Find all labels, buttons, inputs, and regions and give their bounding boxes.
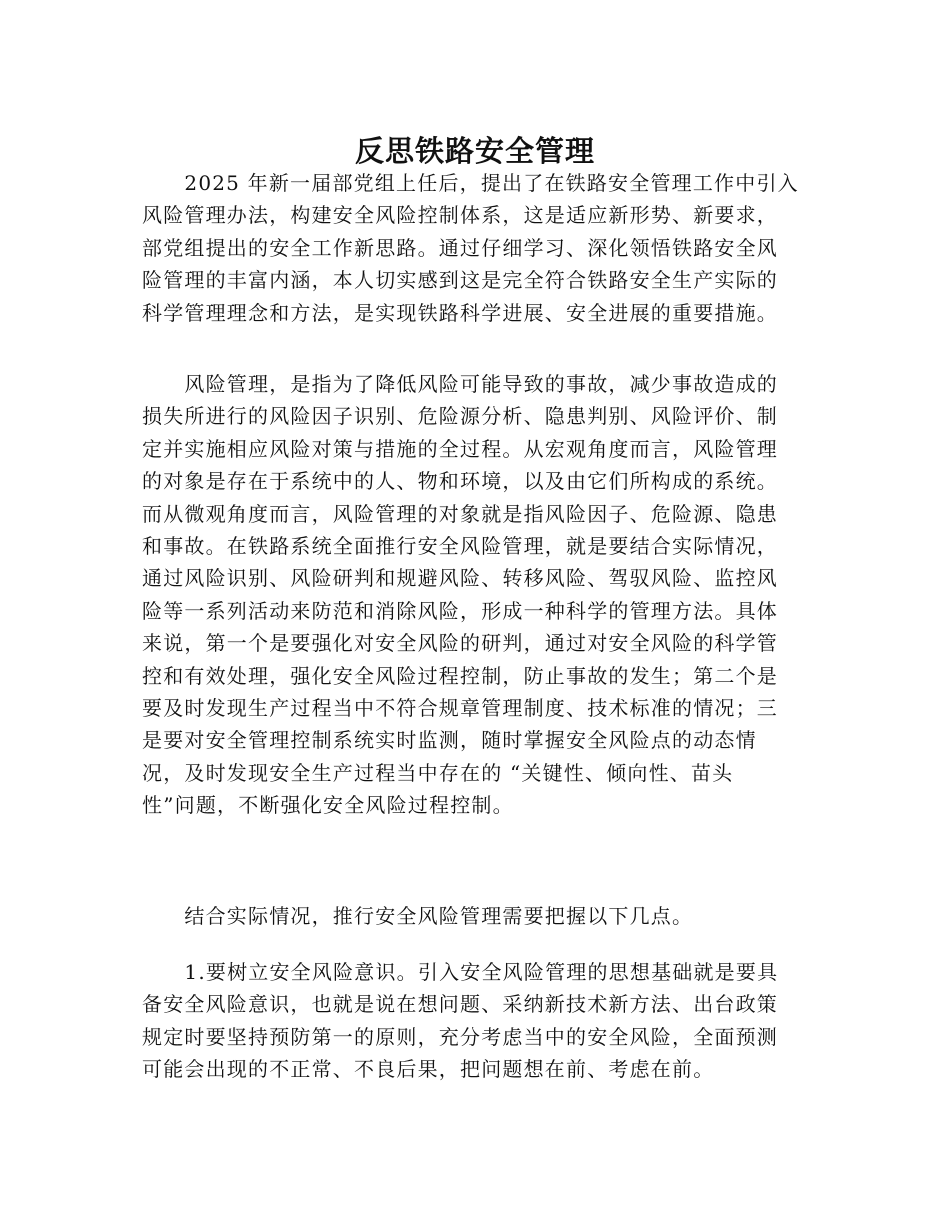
paragraph-line: 2025 年新一届部党组上任后，提出了在铁路安全管理工作中引入 <box>142 171 799 195</box>
paragraph-line: 的对象是存在于系统中的人、物和环境，以及由它们所构成的系统。 <box>142 469 778 494</box>
paragraph-line: 控和有效处理，强化安全风险过程控制，防止事故的发生；第二个是 <box>142 663 778 688</box>
paragraph-line: 规定时要坚持预防第一的原则，充分考虑当中的安全风险，全面预测 <box>142 1024 778 1049</box>
paragraph-4 <box>142 956 810 1086</box>
paragraph-line: 险等一系列活动来防范和消除风险，形成一种科学的管理方法。具体 <box>142 598 778 623</box>
paragraph-line: 是要对安全管理控制系统实时监测，随时掌握安全风险点的动态情 <box>142 728 757 753</box>
paragraph-1 <box>142 167 810 329</box>
paragraph-line: 风险管理办法，构建安全风险控制体系，这是适应新形势、新要求， <box>142 203 778 228</box>
document-title: 反思铁路安全管理 <box>354 134 595 169</box>
paragraph-line: 结合实际情况，推行安全风险管理需要把握以下几点。 <box>142 904 694 928</box>
paragraph-2 <box>142 368 810 821</box>
paragraph-line: 部党组提出的安全工作新思路。通过仔细学习、深化领悟铁路安全风 <box>142 235 778 260</box>
paragraph-line: 而从微观角度而言，风险管理的对象就是指风险因子、危险源、隐患 <box>142 501 778 526</box>
paragraph-line: 定并实施相应风险对策与措施的全过程。从宏观角度而言，风险管理 <box>142 436 778 461</box>
paragraph-line: 险管理的丰富内涵，本人切实感到这是完全符合铁路安全生产实际的 <box>142 268 778 293</box>
paragraph-line: 1.要树立安全风险意识。引入安全风险管理的思想基础就是要具 <box>142 960 779 984</box>
paragraph-line: 要及时发现生产过程当中不符合规章管理制度、技术标准的情况；三 <box>142 695 778 720</box>
paragraph-line: 和事故。在铁路系统全面推行安全风险管理，就是要结合实际情况， <box>142 533 778 558</box>
paragraph-line: 性”问题，不断强化安全风险过程控制。 <box>142 793 514 818</box>
paragraph-3 <box>142 900 810 932</box>
paragraph-line: 科学管理理念和方法，是实现铁路科学进展、安全进展的重要措施。 <box>142 300 778 325</box>
paragraph-line: 损失所进行的风险因子识别、危险源分析、隐患判别、风险评价、制 <box>142 404 778 429</box>
paragraph-line: 风险管理，是指为了降低风险可能导致的事故，减少事故造成的 <box>142 372 778 396</box>
paragraph-line: 况，及时发现安全生产过程当中存在的 “关键性、倾向性、苗头 <box>142 760 734 785</box>
paragraph-line: 通过风险识别、风险研判和规避风险、转移风险、驾驭风险、监控风 <box>142 566 778 591</box>
paragraph-line: 来说，第一个是要强化对安全风险的研判，通过对安全风险的科学管 <box>142 631 778 656</box>
paragraph-line: 备安全风险意识，也就是说在想问题、采纳新技术新方法、出台政策 <box>142 992 778 1017</box>
paragraph-line: 可能会出现的不正常、不良后果，把问题想在前、考虑在前。 <box>142 1057 715 1082</box>
